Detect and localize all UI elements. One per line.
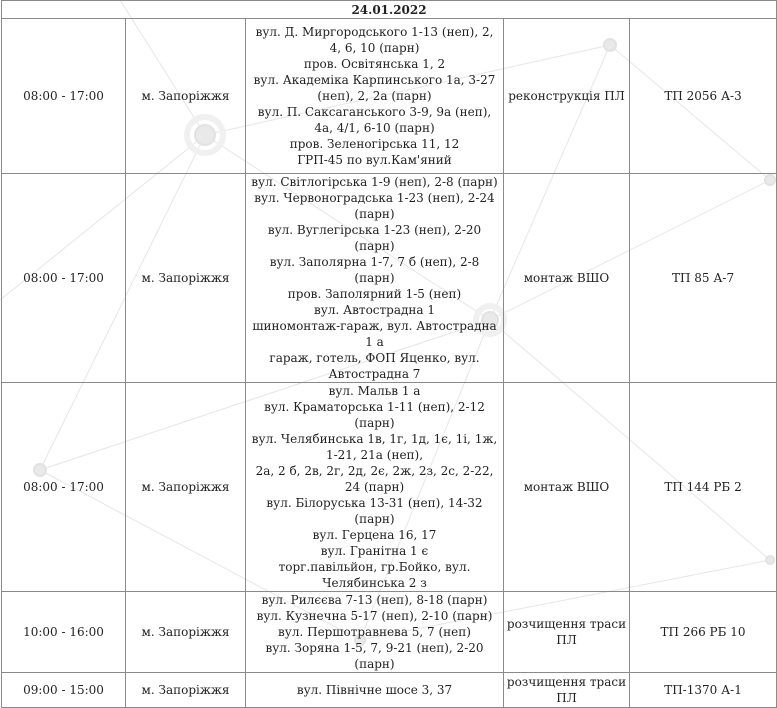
address-line: вул. Академіка Карпинського 1а, 3-27 (неп), 2, 2а (парн): [253, 73, 496, 103]
address-line: вул. Світлогірська 1-9 (неп), 2-8 (парн): [251, 175, 498, 189]
addresses-cell: [246, 592, 504, 673]
substation-cell: ТП 2056 А-3: [630, 19, 777, 174]
table-row: [2, 19, 777, 174]
address-line: вул. П. Саксаганського 3-9, 9а (неп), 4а, 4/1, 6-10 (парн): [257, 105, 492, 135]
address-line: вул. Герцена 16, 17: [312, 528, 437, 542]
address-line: гараж, готель, ФОП Яценко, вул. Автострадна 7: [269, 351, 480, 381]
addresses-cell: [246, 174, 504, 383]
work-type-cell: монтаж ВШО: [504, 174, 630, 383]
address-line: вул. Краматорська 1-11 (неп), 2-12 (парн): [264, 400, 485, 430]
city-cell: м. Запоріжжя: [126, 673, 246, 708]
address-line: вул. Червоноградська 1-23 (неп), 2-24 (парн): [254, 191, 495, 221]
table-row: [2, 383, 777, 592]
date-header-row: [2, 1, 777, 19]
address-line: 2а, 2 б, 2в, 2г, 2д, 2є, 2ж, 2з, 2с, 2-22, 24 (парн): [255, 464, 494, 494]
address-line: пров. Освітянська 1, 2: [303, 57, 446, 71]
table-row: [2, 174, 777, 383]
address-line: вул. Білоруська 13-31 (неп), 14-32 (парн): [266, 496, 483, 526]
address-line: ГРП-45 по вул.Кам'яний: [297, 153, 452, 167]
city-cell: м. Запоріжжя: [126, 383, 246, 592]
table-row: [2, 592, 777, 673]
addresses-cell: [246, 383, 504, 592]
substation-cell: ТП 266 РБ 10: [630, 592, 777, 673]
outage-schedule-table: [1, 0, 777, 708]
address-line: вул. Д. Миргородського 1-13 (неп), 2, 4, 6, 10 (парн): [255, 25, 494, 55]
city-cell: м. Запоріжжя: [126, 174, 246, 383]
address-line: вул. Кузнечна 5-17 (неп), 2-10 (парн): [256, 609, 493, 623]
address-line: вул. Заполярна 1-7, 7 б (неп), 2-8 (парн): [269, 255, 480, 285]
address-line: вул. Зоряна 1-5, 7, 9-21 (неп), 2-20 (парн): [265, 641, 484, 671]
work-type-cell: розчищення траси ПЛ: [504, 673, 630, 708]
table-row: [2, 673, 777, 708]
address-line: вул. Мальв 1 а: [328, 384, 421, 398]
addresses-cell: [246, 19, 504, 174]
address-line: вул. Вуглегірська 1-23 (неп), 2-20 (парн): [267, 223, 482, 253]
address-line: вул. Північне шосе 3, 37: [296, 683, 453, 697]
substation-cell: ТП 144 РБ 2: [630, 383, 777, 592]
work-type-cell: реконструкція ПЛ: [504, 19, 630, 174]
substation-cell: ТП-1370 А-1: [630, 673, 777, 708]
substation-cell: ТП 85 А-7: [630, 174, 777, 383]
addresses-cell: [246, 673, 504, 708]
time-cell: 08:00 - 17:00: [2, 174, 126, 383]
time-cell: 09:00 - 15:00: [2, 673, 126, 708]
address-line: торг.павільйон, гр.Бойко, вул. Челябинська 2 з: [278, 560, 471, 590]
address-line: вул. Рилєєва 7-13 (неп), 8-18 (парн): [261, 593, 488, 607]
address-line: вул. Автострадна 1: [314, 303, 435, 317]
work-type-cell: розчищення траси ПЛ: [504, 592, 630, 673]
work-type-cell: монтаж ВШО: [504, 383, 630, 592]
address-line: шиномонтаж-гараж, вул. Автострадна 1 а: [252, 319, 497, 349]
time-cell: 08:00 - 17:00: [2, 383, 126, 592]
schedule-date: 24.01.2022: [2, 1, 777, 19]
city-cell: м. Запоріжжя: [126, 19, 246, 174]
address-line: вул. Гранітна 1 є: [320, 544, 429, 558]
address-line: вул. Челябинська 1в, 1г, 1д, 1є, 1і, 1ж, 1-21, 21а (неп),: [251, 432, 498, 462]
time-cell: 10:00 - 16:00: [2, 592, 126, 673]
address-line: пров. Заполярний 1-5 (неп): [287, 287, 462, 301]
address-line: пров. Зеленогірська 11, 12: [289, 137, 460, 151]
address-line: вул. Першотравнева 5, 7 (неп): [278, 625, 471, 639]
time-cell: 08:00 - 17:00: [2, 19, 126, 174]
city-cell: м. Запоріжжя: [126, 592, 246, 673]
